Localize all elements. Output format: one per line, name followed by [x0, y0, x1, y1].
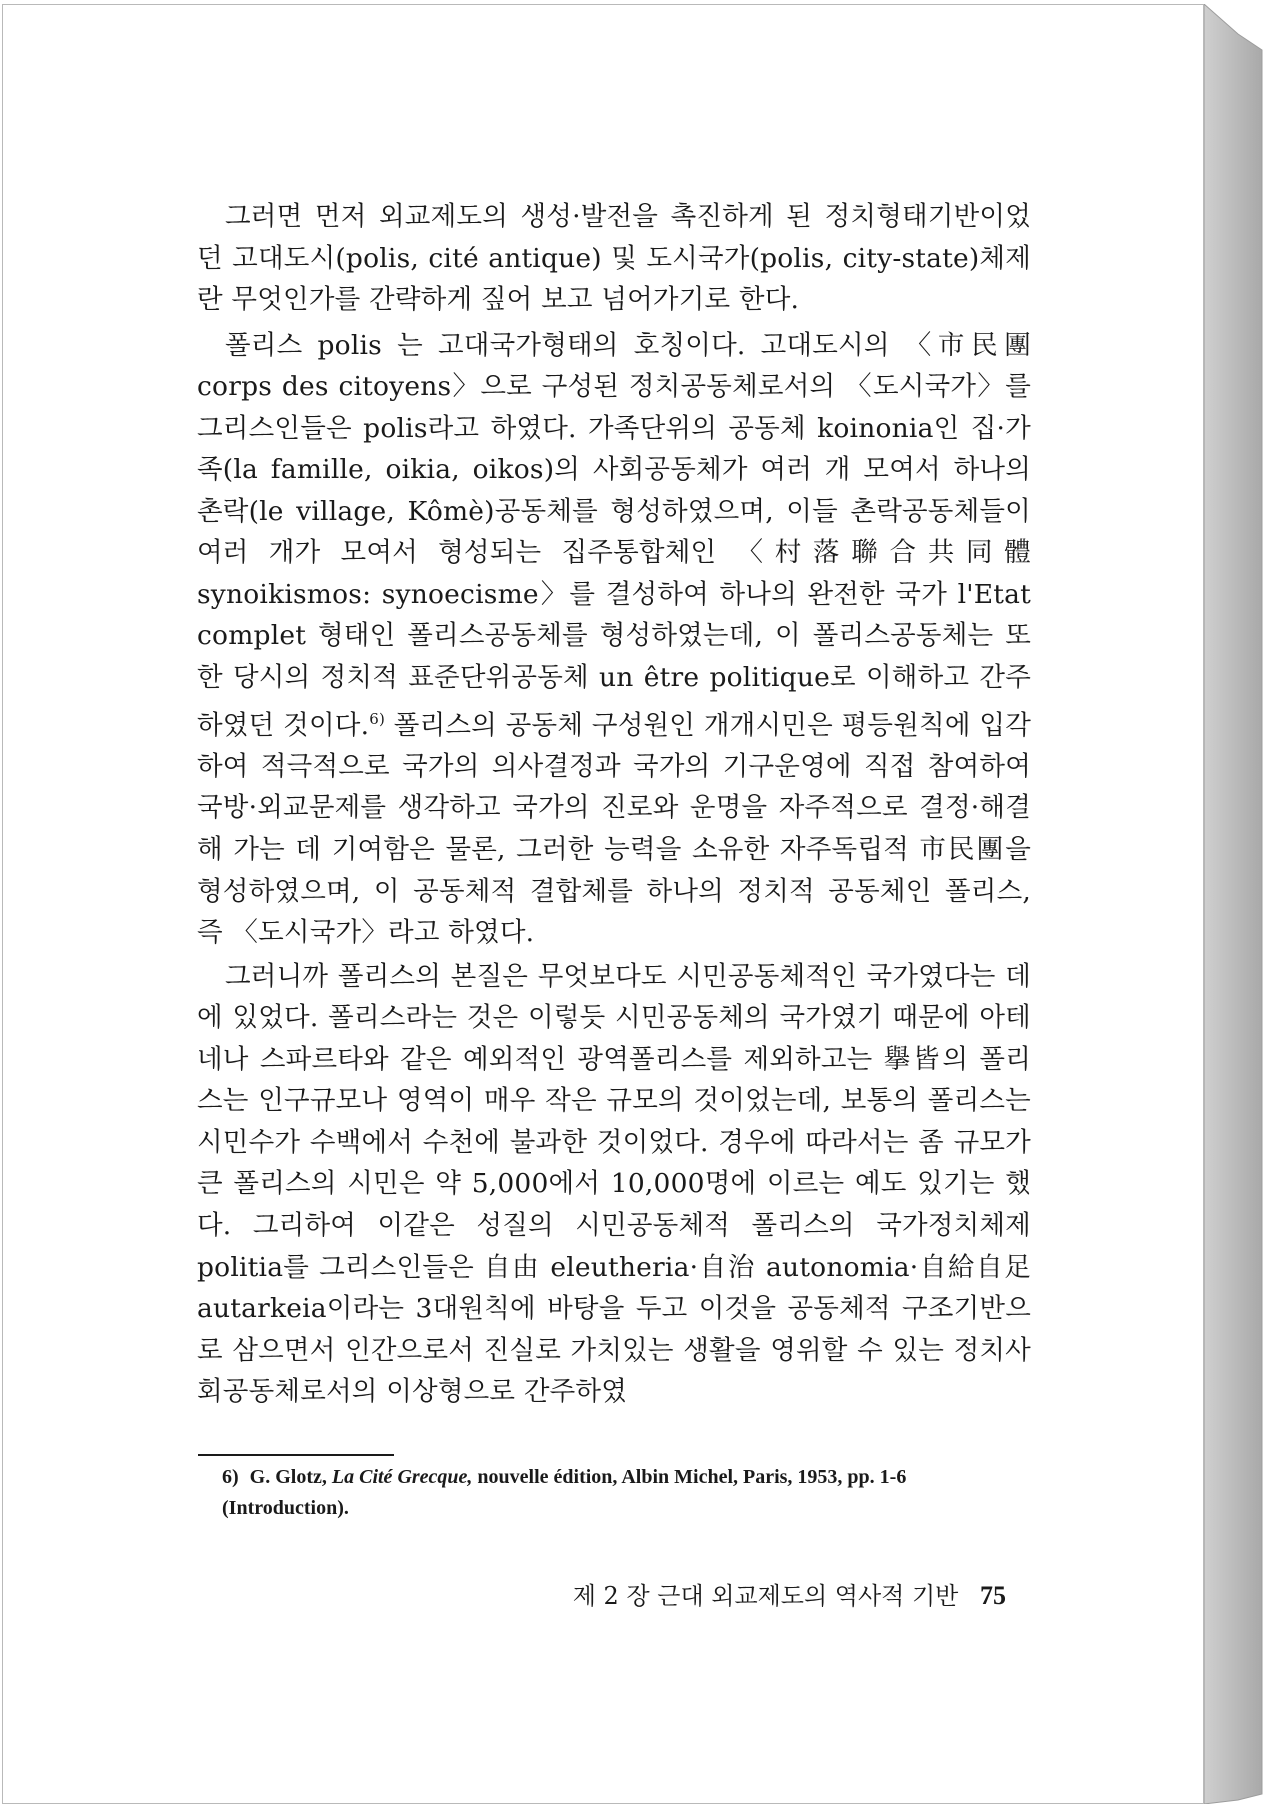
chapter-title: 제 2 장 근대 외교제도의 역사적 기반 — [572, 1582, 959, 1610]
page-edge-graphic — [1204, 4, 1264, 1804]
footnote-number: 6) — [222, 1466, 239, 1488]
running-footer — [573, 1576, 1006, 1611]
paragraph-2-text: 폴리스 polis 는 고대국가형태의 호칭이다. 고대도시의 〈市民團 corps des citoyens〉으로 구성된 정치공동체로서의 〈도시국가〉를 그리스인들은 polis라고 하였다. 가족단위의 공동체 koinonia인 집·가족(la famille, oikia, oikos)의 사회공동체가 여러 개 모여서 하나의 촌락(le village, Kômè)공동체를 형성하였으며, 이들 촌락공동체들이 여러 개가 모여서 형성되는 집주통합체인 〈村落聯合共同體 synoikismos: synoecisme〉를 결성하여 하나의 완전한 국가 l'Etat complet 형태인 폴리스공동체를 형성하였는데, 이 폴리스공동체는 또한 당시의 정치적 표준단위공동체 un être politique로 이해하고 간주하였던 것이다. — [197, 329, 1031, 741]
paragraph-2 — [197, 325, 1031, 954]
footnote-author: G. Glotz, — [249, 1466, 327, 1488]
paragraph-1: 그러면 먼저 외교제도의 생성·발전을 촉진하게 된 정치형태기반이었던 고대도시(polis, cité antique) 및 도시국가(polis, city-state)체제란 무엇인가를 간략하게 짚어 보고 넘어가기로 한다. — [197, 201, 1031, 316]
paragraph-2-continuation: 폴리스의 공동체 구성원인 개개시민은 평등원칙에 입각하여 적극적으로 국가의 의사결정과 국가의 기구운영에 직접 참여하여 국방·외교문제를 생각하고 국가의 진로와 운명을 자주적으로 결정·해결해 가는 데 기여함은 물론, 그러한 능력을 소유한 자주독립적 市民團을 형성하였으며, 이 공동체적 결합체를 하나의 정치적 공동체인 폴리스, 즉 〈도시국가〉라고 하였다. — [197, 709, 1032, 949]
body-text — [197, 196, 1031, 1417]
footnote-title: La Cité Grecque, — [331, 1466, 473, 1488]
footnote-reference: 6) — [369, 709, 385, 728]
footnote-details: nouvelle édition, Albin Michel, Paris, 1953, pp. 1-6 (Introduction). — [222, 1466, 907, 1519]
footnote-separator — [198, 1454, 394, 1456]
page-edge-shadow — [1204, 4, 1264, 1804]
paragraph-3: 그러니까 폴리스의 본질은 무엇보다도 시민공동체적인 국가였다는 데에 있었다. 폴리스라는 것은 이렇듯 시민공동체의 국가였기 때문에 아테네나 스파르타와 같은 예외적인 광역폴리스를 제외하고는 擧皆의 폴리스는 인구규모나 영역이 매우 작은 규모의 것이었는데, 보통의 폴리스는 시민수가 수백에서 수천에 불과한 것이었다. 경우에 따라서는 좀 규모가 큰 폴리스의 시민은 약 5,000에서 10,000명에 이르는 예도 있기는 했다. 그리하여 이같은 성질의 시민공동체적 폴리스의 국가정치체제 politia를 그리스인들은 自由 eleutheria·自治 autonomia·自給自足 autarkeia이라는 3대원칙에 바탕을 두고 이것을 공동체적 구조기반으로 삼으면서 인간으로서 진실로 가치있는 생활을 영위할 수 있는 정치사회공동체로서의 이상형으로 간주하였 — [197, 960, 1031, 1408]
page-number: 75 — [980, 1581, 1006, 1610]
footnote — [222, 1462, 1032, 1524]
